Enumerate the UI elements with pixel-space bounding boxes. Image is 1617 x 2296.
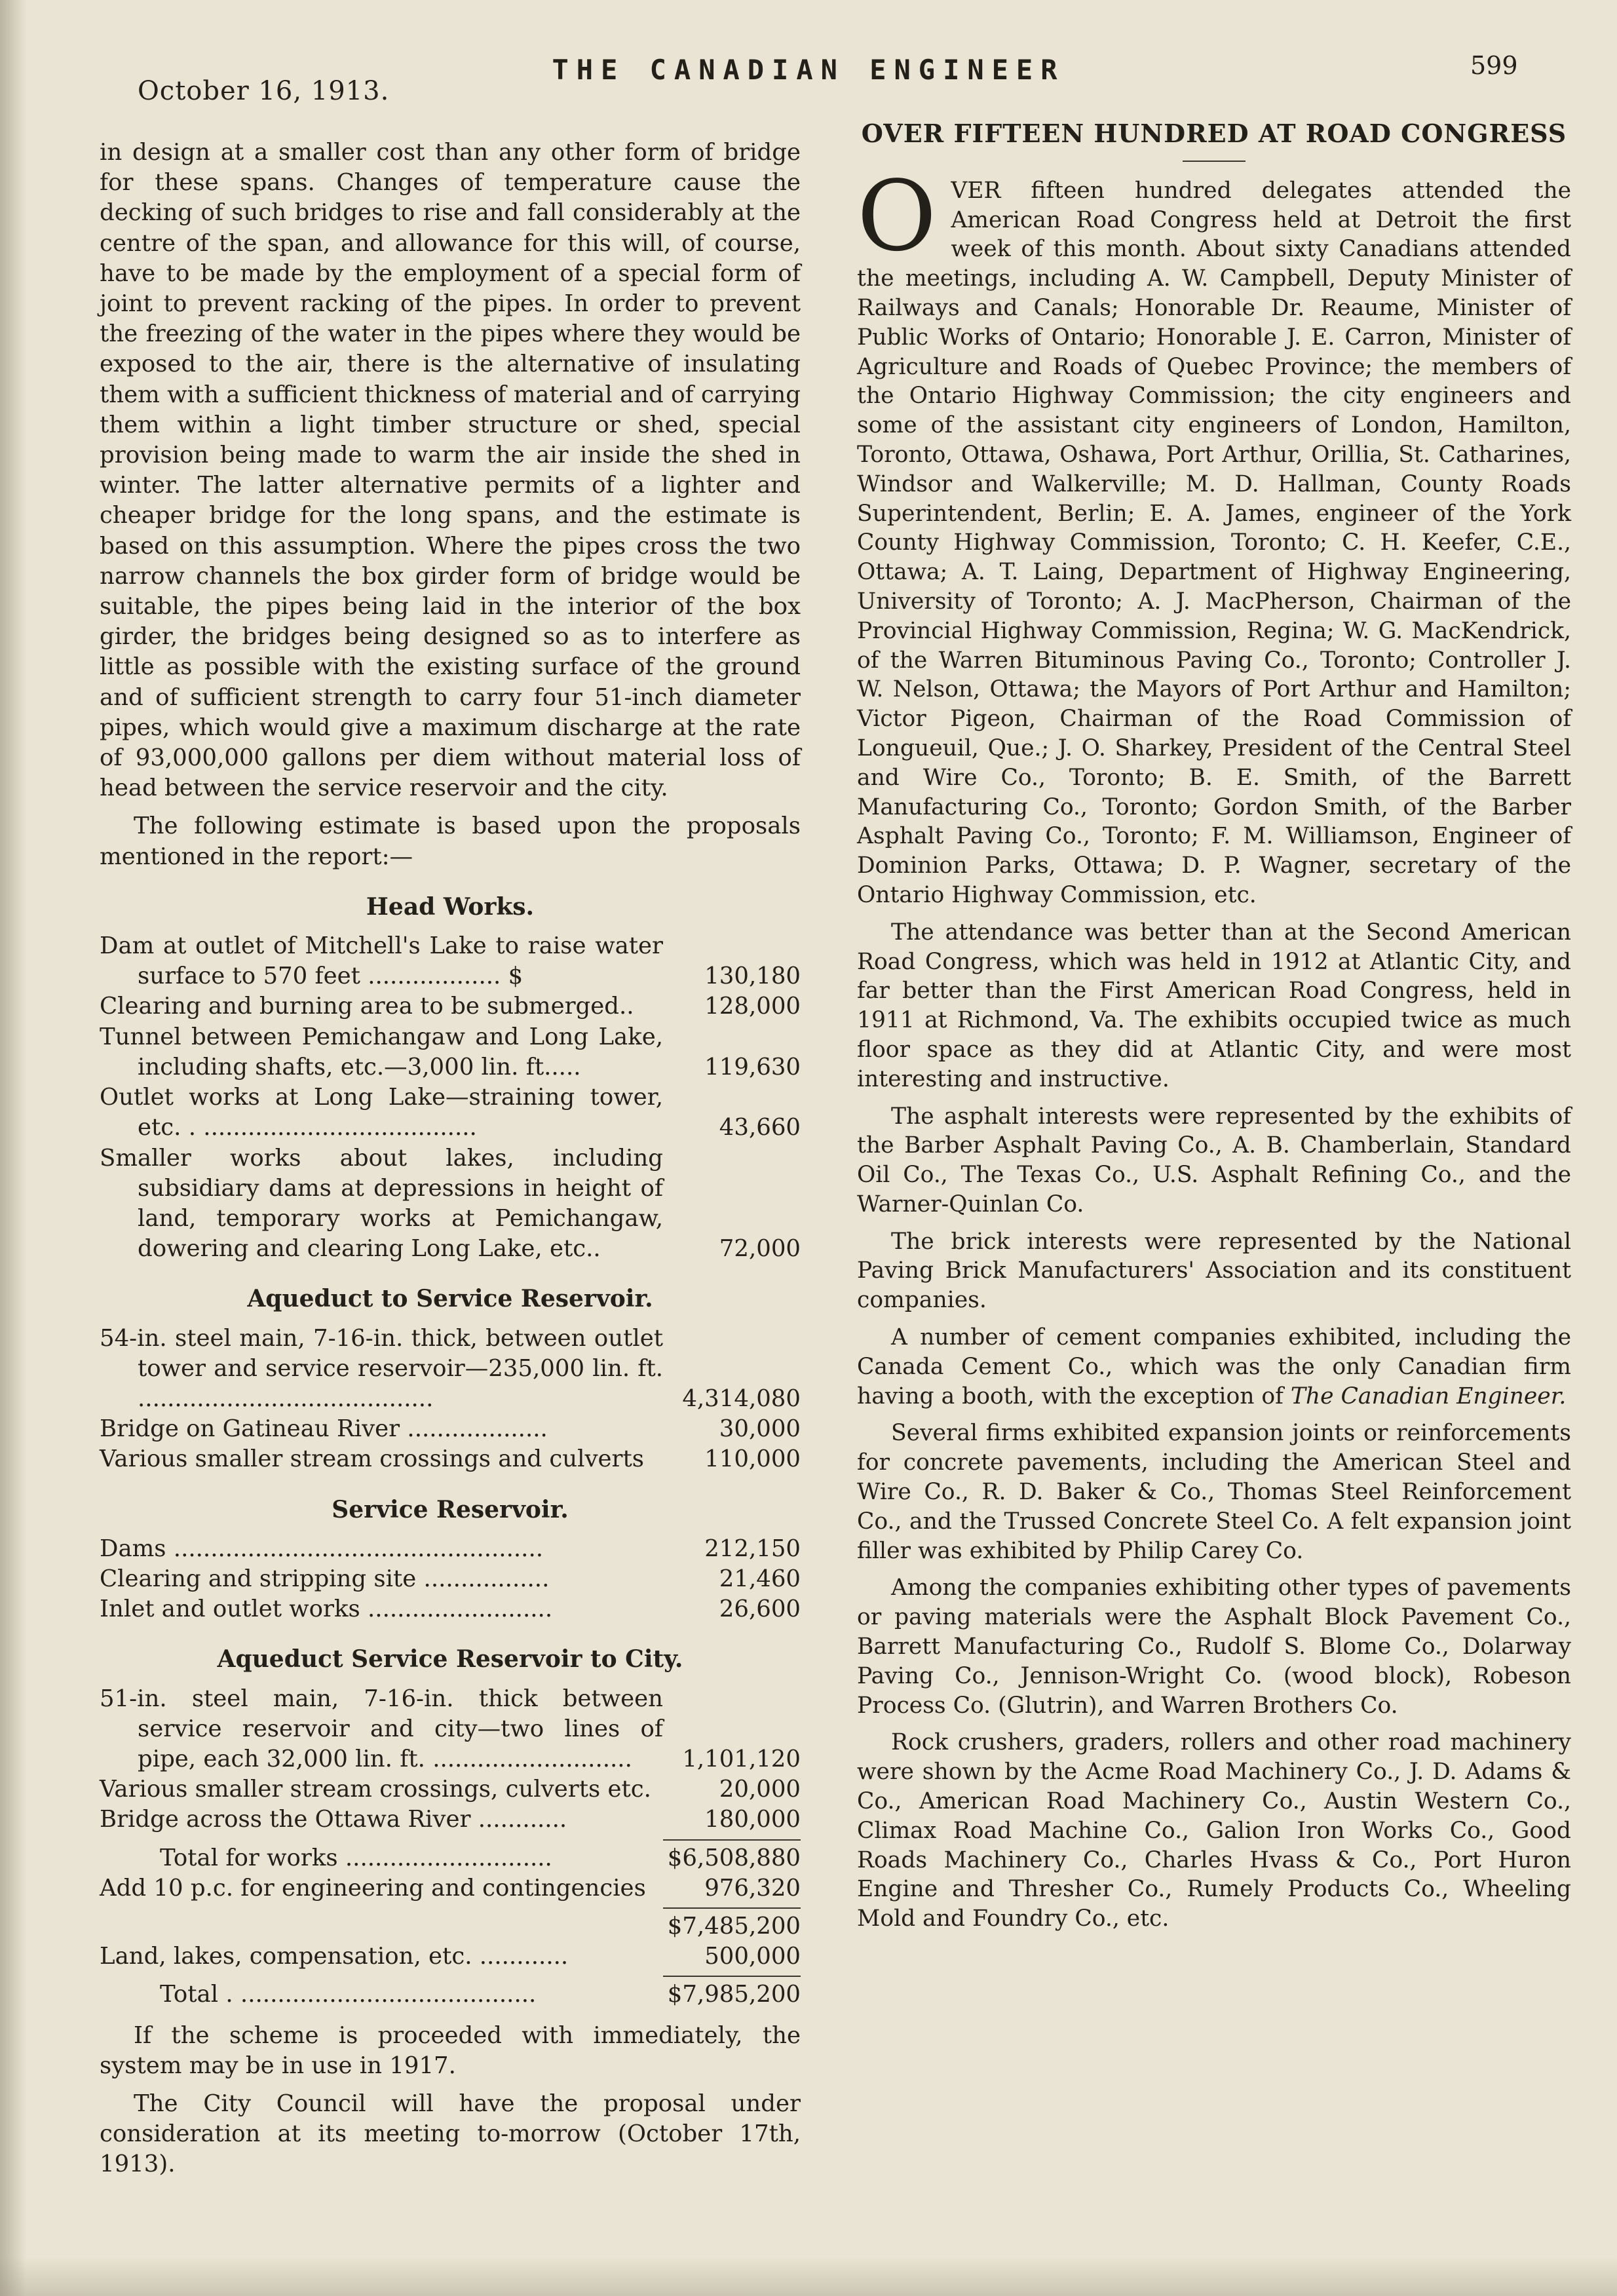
table-row (100, 1324, 801, 1415)
paragraph: The attendance was better than at the Second American Road Congress, which was held in 1912 at Atlantic City, and far better than the First American Road Congress, held in 1911 at Richmond, Va. The exhibits occupied twice as much floor space as they did at Atlantic City, and were most interesting and instructive. (857, 919, 1571, 1092)
item-amount: 1,101,120 (682, 1745, 801, 1772)
sum-rule (663, 1907, 801, 1909)
paragraph-text: VER fifteen hundred delegates attended the American Road Congress held at Detroit the first week of this month. About sixty Canadians attended the meetings, including A. W. Campbell, Deputy Minister of Railways and Canals; Honorable Dr. Reaume, Minister of Public Works of Ontario; Honorable J. E. Carron, Minister of Agriculture and Roads of Quebec Province; the members of the Ontario Highway Commission; the city engineers and some of the assistant city engineers of London, Hamilton, Toronto, Ottawa, Oshawa, Port Arthur, Orillia, St. Catharines, Windsor and Walkerville; M. D. Hallman, County Roads Superintendent, Berlin; E. A. James, engineer of the York County Highway Commission, Toronto; C. H. Keefer, C.E., Ottawa; A. T. Laing, Department of Highway Engineering, University of Toronto; A. J. MacPherson, Chairman of the Provincial Highway Commission, Regina; W. G. MacKendrick, of the Warren Bituminous Paving Co., Toronto; Controller J. W. Nelson, Ottawa; the Mayors of Port Arthur and Hamilton; Victor Pigeon, Chairman of the Road Commission of Longueuil, Que.; J. O. Sharkey, President of the Central Steel and Wire Co., Toronto; B. E. Smith, of the Barrett Manufacturing Co., Toronto; Gordon Smith, of the Barber Asphalt Paving Co., Toronto; F. M. Williamson, Engineer of Dominion Parks, Ottawa; D. P. Wagner, secretary of the Ontario Highway Commission, etc. (857, 177, 1571, 908)
drop-cap: O (857, 159, 937, 273)
paragraph (857, 159, 1571, 910)
grand-total-row (100, 1980, 801, 2010)
paragraph (857, 1323, 1571, 1411)
section-heading: Head Works. (366, 892, 535, 921)
paragraph: The City Council will have the proposal under consideration at its meeting to-morrow (October 17th, 1913). (100, 2090, 801, 2178)
total-amount: 976,320 (704, 1874, 801, 1902)
item-description: Outlet works at Long Lake—straining tower, etc. . ..................................... (100, 1084, 663, 1141)
journal-name-italic: The Canadian Engineer. (1290, 1383, 1567, 1409)
item-amount: 4,314,080 (682, 1385, 801, 1412)
item-description: 54-in. steel main, 7-16-in. thick, between outlet tower and service reservoir—235,000 lin. ft. ........................................ (100, 1324, 663, 1412)
total-label: Add 10 p.c. for engineering and contingencies (100, 1874, 646, 1902)
total-label: Total for works ............................ (160, 1844, 552, 1871)
table-row (100, 931, 801, 991)
title-rule (1183, 161, 1246, 162)
item-amount: 20,000 (719, 1776, 801, 1803)
paragraph: Among the companies exhibiting other types of pavements or paving materials were the Asphalt Block Pavement Co., Barrett Manufacturing Co., Rudolf S. Blome Co., Dolarway Paving Co., Jennison-Wright Co. (wood block), Robeson Process Co. (Glutrin), and Warren Brothers Co. (857, 1575, 1571, 1719)
table-row (100, 1414, 801, 1444)
paragraph: The asphalt interests were represented by the exhibits of the Barber Asphalt Paving Co., A. B. Chamberlain, Standard Oil Co., The Texas Co., U.S. Asphalt Refining Co., and the Warner-Quinlan Co. (857, 1103, 1571, 1217)
total-row (100, 1873, 801, 1904)
item-amount: 72,000 (719, 1235, 801, 1263)
table-row (100, 1534, 801, 1564)
paragraph: If the scheme is proceeded with immediately, the system may be in use in 1917. (100, 2021, 801, 2079)
table-row (100, 1774, 801, 1805)
item-description: Various smaller stream crossings and culverts (100, 1445, 644, 1473)
table-row (100, 1594, 801, 1624)
table-row (100, 1022, 801, 1082)
subtotal-amount: $7,485,200 (667, 1912, 801, 1940)
item-description: Bridge on Gatineau River ................... (100, 1415, 548, 1443)
table-row (100, 1143, 801, 1265)
total-row (100, 1911, 801, 1942)
table-row (100, 1805, 801, 1835)
sum-rule (663, 1976, 801, 1977)
item-description: Inlet and outlet works ......................... (100, 1596, 553, 1623)
article-title: OVER FIFTEEN HUNDRED AT ROAD CONGRESS (861, 119, 1567, 148)
sum-rule (663, 1839, 801, 1841)
section-heading: Service Reservoir. (332, 1495, 569, 1523)
total-label: Land, lakes, compensation, etc. ............ (100, 1943, 569, 1970)
table-row (100, 1082, 801, 1143)
total-label: Total . ........................................ (160, 1981, 537, 2008)
total-row (100, 1843, 801, 1873)
paragraph: The following estimate is based upon the proposals mentioned in the report:— (100, 813, 801, 870)
item-description: Dam at outlet of Mitchell's Lake to raise water surface to 570 feet .................. $ (100, 932, 663, 990)
journal-title: THE CANADIAN ENGINEER (552, 54, 1065, 86)
item-description: Smaller works about lakes, including subsidiary dams at depressions in height of land, temporary works at Pemichangaw, dowering and clearing Long Lake, etc.. (100, 1144, 663, 1263)
page-bottom-shadow (0, 2257, 1617, 2296)
section-heading: Aqueduct Service Reservoir to City. (217, 1645, 683, 1674)
item-description: Bridge across the Ottawa River ............ (100, 1806, 567, 1833)
item-description: 51-in. steel main, 7-16-in. thick between service reservoir and city—two lines of pipe, each 32,000 lin. ft. ........................... (100, 1685, 663, 1772)
paragraph: Several firms exhibited expansion joints or reinforcements for concrete pavements, including the American Steel and Wire Co., R. D. Baker & Co., Thomas Steel Reinforcement Co., and the Trussed Concrete Steel Co. A felt expansion joint filler was exhibited by Philip Carey Co. (857, 1420, 1571, 1564)
item-amount: 110,000 (704, 1445, 801, 1473)
page-edge-shadow (0, 0, 26, 2296)
item-description: Dams .................................................. (100, 1535, 544, 1562)
item-description: Clearing and burning area to be submerged.. (100, 993, 634, 1020)
paragraph: The brick interests were represented by the National Paving Brick Manufacturers' Association and its constituent companies. (857, 1228, 1571, 1314)
table-row (100, 1564, 801, 1594)
paragraph-text: A number of cement companies exhibited, including the Canada Cement Co., which was the only Canadian firm having a booth, with the exception of (857, 1324, 1571, 1409)
total-amount: 500,000 (704, 1943, 801, 1970)
paragraph: Rock crushers, graders, rollers and other road machinery were shown by the Acme Road Machinery Co., J. D. Adams & Co., American Road Machinery Co., Austin Western Co., Climax Road Machine Co., Galion Iron Works Co., Good Roads Machinery Co., Charles Hvass & Co., Port Huron Engine and Thresher Co., Rumely Products Co., Wheeling Mold and Foundry Co., etc. (857, 1729, 1571, 1932)
item-description: Various smaller stream crossings, culverts etc. (100, 1776, 651, 1803)
right-column (857, 119, 1571, 1942)
item-amount: 128,000 (704, 993, 801, 1020)
item-amount: 119,630 (704, 1053, 801, 1081)
total-amount: $6,508,880 (667, 1844, 801, 1871)
item-amount: 130,180 (704, 963, 801, 990)
table-row (100, 1684, 801, 1775)
item-amount: 26,600 (719, 1596, 801, 1623)
item-amount: 180,000 (704, 1806, 801, 1833)
section-heading: Aqueduct to Service Reservoir. (247, 1285, 653, 1313)
page-number: 599 (1470, 51, 1518, 80)
item-amount: 30,000 (719, 1415, 801, 1443)
item-amount: 21,460 (719, 1565, 801, 1592)
grand-total-amount: $7,985,200 (667, 1981, 801, 2008)
item-amount: 212,150 (704, 1535, 801, 1562)
item-description: Clearing and stripping site ................. (100, 1565, 550, 1592)
estimate-table (100, 892, 801, 2010)
total-row (100, 1942, 801, 1972)
item-amount: 43,660 (719, 1114, 801, 1141)
paragraph: in design at a smaller cost than any other form of bridge for these spans. Changes of temperature cause the decking of such bridges to rise and fall considerably at the centre of the span, and allowance for this will, of course, have to be made by the employment of a special form of joint to prevent racking of the pipes. In order to prevent the freezing of the water in the pipes where they would be exposed to the air, there is the alternative of insulating them with a sufficient thickness of material and of carrying them within a light timber structure or shed, special provision being made to warm the air inside the shed in winter. The latter alternative permits of a lighter and cheaper bridge for the long spans, and the estimate is based on this assumption. Where the pipes cross the two narrow channels the box girder form of bridge would be suitable, the pipes being laid in the interior of the box girder, the bridges being designed so as to interfere as little as possible with the existing surface of the ground and of sufficient strength to carry four 51-inch diameter pipes, which would give a maximum discharge at the rate of 93,000,000 gallons per diem without material loss of head between the service reservoir and the city. (100, 139, 801, 802)
left-column (100, 138, 801, 2188)
issue-date: October 16, 1913. (138, 76, 390, 106)
item-description: Tunnel between Pemichangaw and Long Lake, including shafts, etc.—3,000 lin. ft..... (100, 1023, 663, 1081)
table-row (100, 1444, 801, 1474)
table-row (100, 991, 801, 1022)
